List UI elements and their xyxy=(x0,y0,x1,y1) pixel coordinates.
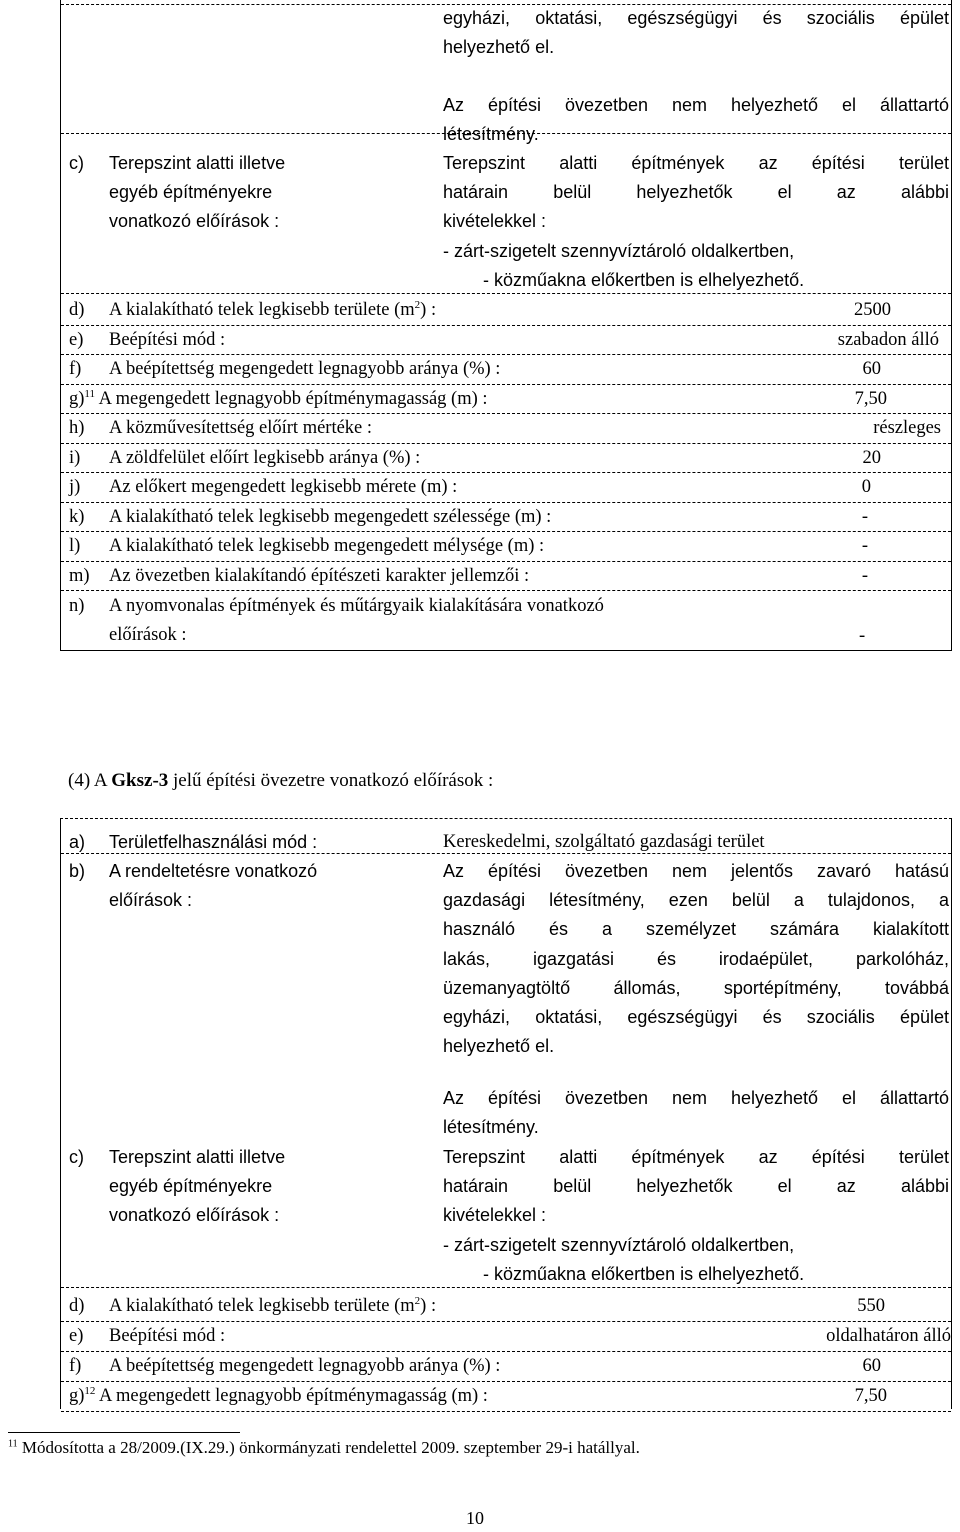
row-k-label: k) A kialakítható telek legkisebb megengedett szélessége (m) : xyxy=(69,506,552,527)
row-e-label: e) Beépítési mód : xyxy=(69,329,226,350)
section-heading: (4) A Gksz-3 jelű építési övezetre vonatkozó előírások : xyxy=(68,770,494,791)
allowed-buildings-continuation: egyházi, oktatási, egészségügyi és szociális épület helyezhető el. xyxy=(443,8,949,58)
animal-keeping-restriction: Az építési övezetben nem helyezhető el állattartó létesítmény. xyxy=(443,95,949,145)
row-g-value: 7,50 xyxy=(854,388,887,409)
row-n-label: n) A nyomvonalas építmények és műtárgyaik kialakítására vonatkozó előírások : xyxy=(69,596,604,645)
row-divider xyxy=(61,293,951,294)
row-m-label: m) Az övezetben kialakítandó építészeti karakter jellemzői : xyxy=(69,565,530,586)
row-e-value: szabadon álló xyxy=(837,329,939,350)
row-c-label: c) Terepszint alatti illetve egyéb építményekre vonatkozó előírások : xyxy=(69,1147,286,1225)
footnote-number: 11 xyxy=(8,1438,18,1450)
row-j-value: 0 xyxy=(861,477,871,497)
row-n-value: - xyxy=(859,626,866,646)
row-h-value: részleges xyxy=(873,418,941,438)
row-l-value: - xyxy=(861,536,868,556)
row-divider xyxy=(61,1287,951,1288)
row-i-label: i) A zöldfelület előírt legkisebb aránya (%) : xyxy=(69,447,421,468)
row-d-label: d) A kialakítható telek legkisebb területe $(m^2)$ : xyxy=(69,1294,437,1316)
row-c-label: c) Terepszint alatti illetve egyéb építményekre vonatkozó előírások : xyxy=(69,153,286,231)
footnote-separator xyxy=(8,1432,240,1433)
row-i-value: 20 xyxy=(862,447,881,468)
row-b-label: b) A rendeltetésre vonatkozó előírások : xyxy=(69,861,318,910)
animal-keeping-restriction: Az építési övezetben nem helyezhető el állattartó létesítmény. xyxy=(443,1088,949,1138)
row-g-label: g)$^{12}$ A megengedett legnagyobb építménymagasság (m) : xyxy=(69,1384,488,1406)
row-j-label: j) Az előkert megengedett legkisebb mérete (m) : xyxy=(69,477,458,497)
row-e-value: oldalhatáron álló xyxy=(826,1326,951,1346)
page-number: 10 xyxy=(466,1508,484,1528)
row-c-value: Terepszint alatti építmények az építési terület határain belül helyezhetők el az alábbi kivételekkel : - zárt-szigetelt szennyvíztároló oldalkertben, - közműakna előkertben is elhelyezhető. xyxy=(443,153,949,290)
row-divider xyxy=(61,853,951,854)
row-l-label: l) A kialakítható telek legkisebb megengedett mélysége (m) : xyxy=(69,536,545,556)
row-f-label: f) A beépítettség megengedett legnagyobb aránya (%) : xyxy=(69,1356,501,1376)
row-k-value: - xyxy=(861,506,868,527)
row-a-label: a) Területfelhasználási mód : xyxy=(69,832,318,852)
zone-table-gksz3 xyxy=(60,818,952,1409)
row-f-value: 60 xyxy=(862,1356,881,1376)
row-g-value: 7,50 xyxy=(854,1386,887,1406)
row-divider xyxy=(61,133,951,134)
row-f-label: f) A beépítettség megengedett legnagyobb aránya (%) : xyxy=(69,359,501,379)
row-b-value: Az építési övezetben nem jelentős zavaró hatású gazdasági létesítmény, ezen belül a tulajdonos, a használó és a személyzet számára kialakított lakás, igazgatási és irodaépület, parkolóház, üzemanyagtöltő állomás, sportépítmény, továbbá egyházi, oktatási, egészségügyi és szociális épület helyezhető el. xyxy=(443,861,949,1057)
footnote: $^{11}$ Módosította a 28/2009.(IX.29.) önkormányzati rendelettel 2009. szeptember 29-i hatállyal. xyxy=(8,1438,640,1457)
row-h-label: h) A közművesítettség előírt mértéke : xyxy=(69,418,373,438)
row-divider xyxy=(61,590,951,591)
zone-code: Gksz-3 xyxy=(111,770,169,791)
row-a-value: Kereskedelmi, szolgáltató gazdasági terület xyxy=(443,832,765,852)
row-e-label: e) Beépítési mód : xyxy=(69,1326,226,1346)
row-d-value: 550 xyxy=(857,1296,885,1316)
row-f-value: 60 xyxy=(862,359,881,379)
row-m-value: - xyxy=(861,565,868,586)
row-d-value: 2500 xyxy=(854,300,891,320)
row-d-label: d) A kialakítható telek legkisebb területe $(m^2)$ : xyxy=(69,298,437,320)
row-g-label: g)$^{11}$ A megengedett legnagyobb építménymagasság (m) : xyxy=(69,387,488,409)
row-c-value: Terepszint alatti építmények az építési terület határain belül helyezhetők el az alábbi kivételekkel : - zárt-szigetelt szennyvíztároló oldalkertben, - közműakna előkertben is elhelyezhető. xyxy=(443,1147,949,1284)
row-divider xyxy=(61,1411,951,1412)
zone-table-continued xyxy=(60,0,952,651)
